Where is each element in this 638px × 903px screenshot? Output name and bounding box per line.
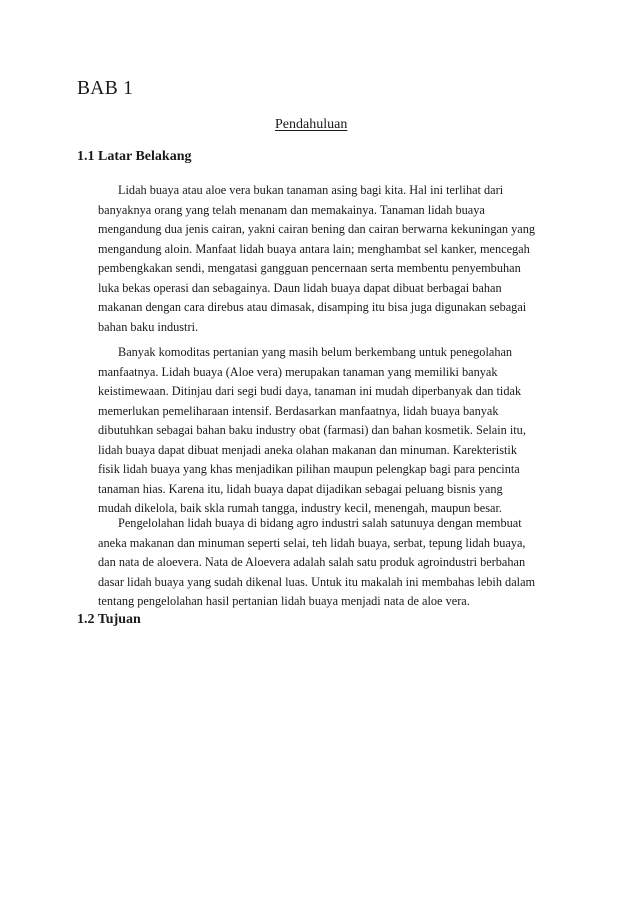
- paragraph-line: Lidah buaya atau aloe vera bukan tanaman asing bagi kita. Hal ini terlihat dari: [118, 183, 504, 197]
- paragraph-line: mengandung dua jenis cairan, yakni cairan bening dan cairan berwarna kekuningan yang: [98, 222, 536, 236]
- paragraph-line: tanaman hias. Karena itu, lidah buaya dapat dijadikan sebagai peluang bisnis yang: [98, 481, 503, 496]
- paragraph-line: pembengkakan sendi, mengatasi gangguan pencernaan serta membentu penyembuhan: [98, 261, 521, 275]
- paragraph-line: mengandung aloin. Manfaat lidah buaya antara lain; menghambat sel kanker, mencegah: [98, 241, 530, 256]
- paragraph-line: bahan baku industri.: [98, 319, 199, 334]
- paragraph-3: [98, 514, 568, 612]
- paragraph-line: aneka makanan dan minuman seperti selai, teh lidah buaya, serbat, tepung lidah buaya,: [98, 535, 526, 550]
- paragraph-line: manfaatnya. Lidah buaya (Aloe vera) merupakan tanaman yang memiliki banyak: [98, 364, 498, 379]
- paragraph-line: Banyak komoditas pertanian yang masih belum berkembang untuk penegolahan: [118, 345, 513, 359]
- chapter-title: BAB 1: [77, 78, 134, 99]
- paragraph-2: [98, 343, 568, 519]
- paragraph-line: Pengelolahan lidah buaya di bidang agro industri salah satunuya dengan membuat: [118, 516, 522, 530]
- paragraph-line: mudah dikelola, baik skla rumah tangga, industry kecil, menengah, maupun besar.: [98, 501, 502, 515]
- paragraph-line: fisik lidah buaya yang khas menjadikan pilihan maupun pelengkap bagi para pencinta: [98, 462, 520, 476]
- section-heading-latar-belakang: 1.1 Latar Belakang: [77, 149, 192, 164]
- paragraph-line: luka bekas operasi dan sebagainya. Daun lidah buaya dapat dibuat berbagai bahan: [98, 280, 502, 295]
- paragraph-line: dan nata de aloevera. Nata de Aloevera adalah salah satu produk agroindustri berbahan: [98, 555, 526, 569]
- paragraph-line: memerlukan pemeliharaan intensif. Berdasarkan manfaatnya, lidah buaya banyak: [98, 403, 499, 418]
- paragraph-1: [98, 181, 568, 337]
- paragraph-line: makanan dengan cara direbus atau dimasak, disamping itu bisa juga digunakan sebagai: [98, 300, 527, 314]
- paragraph-line: dasar lidah buaya yang sudah dikenal luas. Untuk itu makalah ini membahas lebih dalam: [98, 574, 536, 589]
- paragraph-line: tentang pengelolahan hasil pertanian lidah buaya menjadi nata de aloe vera.: [98, 594, 470, 608]
- paragraph-line: banyaknya orang yang telah menanam dan memakainya. Tanaman lidah buaya: [98, 202, 485, 217]
- chapter-subtitle-text: Pendahuluan: [275, 117, 348, 132]
- section-heading-tujuan: 1.2 Tujuan: [77, 612, 141, 627]
- paragraph-line: dibutuhkan sebagai bahan baku industry obat (farmasi) dan bahan kosmetik. Selain itu,: [98, 423, 526, 437]
- paragraph-line: lidah buaya dapat dibuat menjadi aneka olahan makanan dan minuman. Karekteristik: [98, 442, 517, 457]
- paragraph-line: keistimewaan. Ditinjau dari segi budi daya, tanaman ini mudah diperbanyak dan tidak: [98, 384, 522, 398]
